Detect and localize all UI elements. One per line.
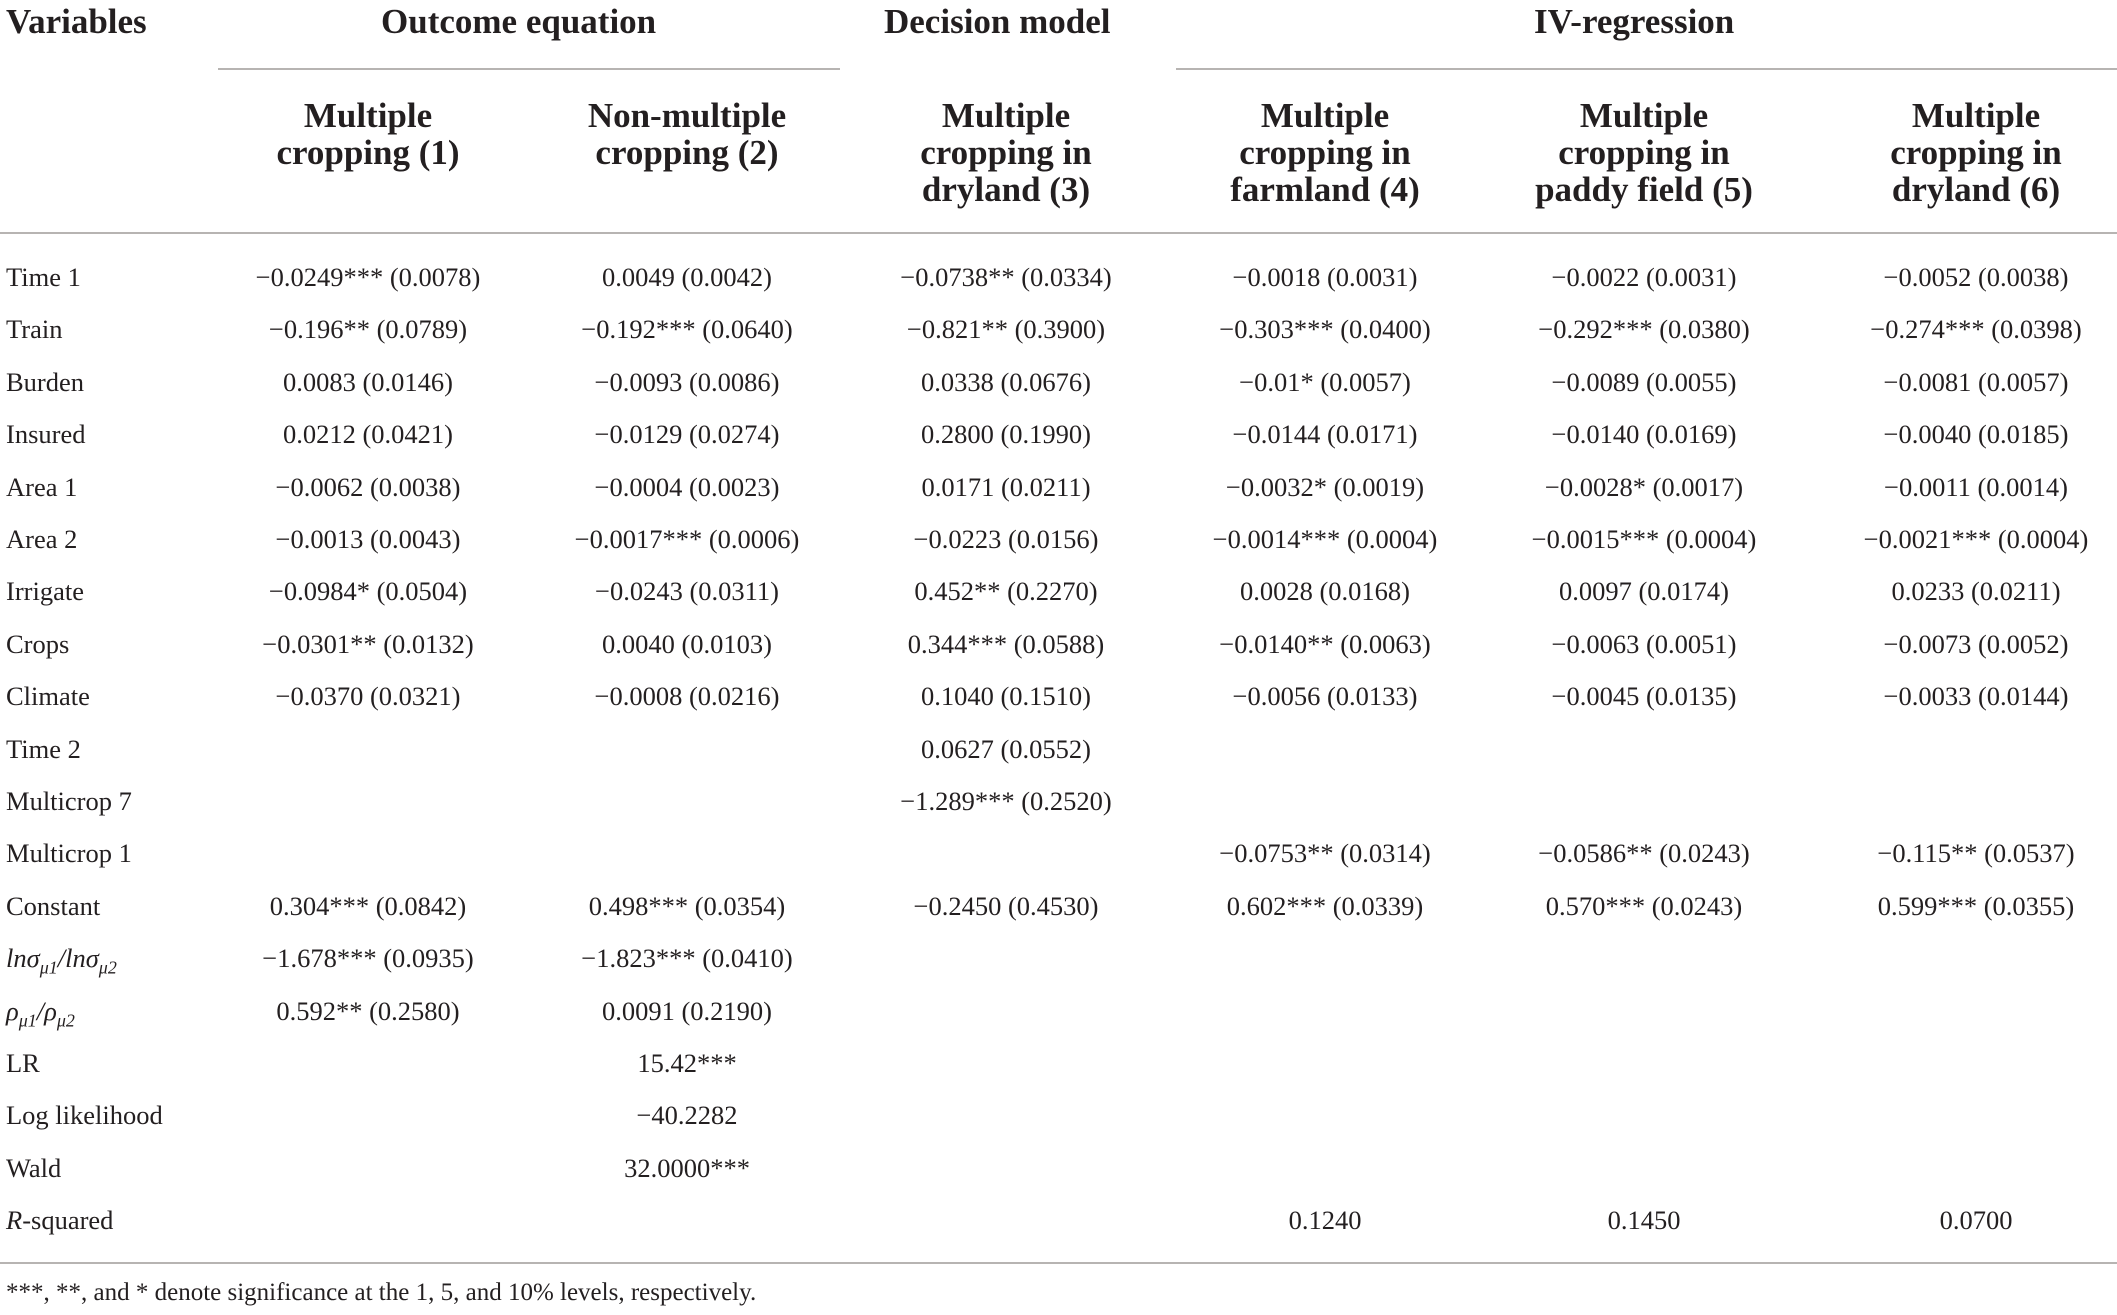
table-cell: −0.0015*** (0.0004)	[1531, 524, 1757, 554]
table-cell: 0.0338 (0.0676)	[920, 366, 1092, 397]
col-header-5: Multiple cropping in paddy field (5)	[1535, 96, 1753, 209]
table-cell: −0.2450 (0.4530)	[913, 890, 1099, 921]
table-cell: −0.0089 (0.0055)	[1551, 366, 1737, 397]
table-cell: −0.0301** (0.0132)	[262, 628, 474, 659]
table-cell: −0.0140 (0.0169)	[1551, 419, 1737, 450]
col-header-6: Multiple cropping in dryland (6)	[1890, 96, 2062, 209]
footnote: ***, **, and * denote significance at the 1, 5, and 10% levels, respectively.	[6, 1279, 757, 1306]
table-cell: −0.0056 (0.0133)	[1232, 681, 1418, 712]
table-cell: −0.0223 (0.0156)	[913, 524, 1099, 554]
group-iv-regression: IV-regression	[1534, 2, 1735, 41]
row-label: Multicrop 1	[6, 838, 132, 869]
row-label: Multicrop 7	[6, 786, 132, 816]
table-cell: −0.0140** (0.0063)	[1219, 628, 1431, 659]
table-cell: −0.0032* (0.0019)	[1225, 471, 1425, 502]
variables-header: Variables	[6, 2, 147, 41]
table-cell: −0.0008 (0.0216)	[594, 681, 780, 712]
table-cell: −0.192*** (0.0640)	[581, 314, 793, 345]
table-cell: 0.2800 (0.1990)	[920, 419, 1092, 450]
table-cell: 0.0171 (0.0211)	[921, 471, 1091, 502]
header-rule	[0, 232, 2117, 234]
group-outcome-equation: Outcome equation	[381, 2, 657, 41]
row-label: Insured	[6, 419, 86, 450]
table-cell: −0.196** (0.0789)	[268, 314, 468, 345]
row-label: Burden	[6, 366, 85, 397]
table-cell: −0.01* (0.0057)	[1239, 366, 1411, 397]
table-cell: −0.0984* (0.0504)	[268, 576, 468, 607]
row-label: $\rho_{\mu 1}/\rho_{\mu 2}$	[6, 995, 75, 1030]
table-cell: −0.0586** (0.0243)	[1538, 838, 1750, 869]
table-cell: −0.303*** (0.0400)	[1219, 314, 1431, 345]
col-header-4: Multiple cropping in farmland (4)	[1230, 96, 1420, 209]
col-header-1: Multiple cropping (1)	[276, 96, 460, 172]
row-label: Time 2	[6, 733, 81, 764]
table-cell: −0.292*** (0.0380)	[1538, 314, 1750, 345]
row-label: Time 1	[6, 262, 81, 292]
table-cell: 0.602*** (0.0339)	[1226, 890, 1424, 921]
col-header-2: Non-multiple cropping (2)	[587, 96, 787, 172]
table-cell: 0.0083 (0.0146)	[282, 366, 454, 397]
row-label: Area 1	[6, 471, 78, 502]
table-cell: 15.42***	[637, 1048, 737, 1078]
row-label: Log likelihood	[6, 1100, 163, 1131]
table-cell: −1.678*** (0.0935)	[262, 943, 474, 974]
table-cell: −0.821** (0.3900)	[906, 314, 1106, 345]
table-cell: −0.0033 (0.0144)	[1883, 681, 2069, 712]
table-cell: −0.0093 (0.0086)	[594, 366, 780, 397]
table-cell: 0.452** (0.2270)	[914, 576, 1098, 607]
table-cell: −0.0144 (0.0171)	[1232, 419, 1418, 450]
table-cell: −0.0021*** (0.0004)	[1863, 524, 2089, 554]
table-cell: −0.0073 (0.0052)	[1883, 628, 2069, 659]
table-cell: −0.0052 (0.0038)	[1883, 262, 2069, 292]
table-cell: −40.2282	[636, 1100, 738, 1131]
table-cell: 0.599*** (0.0355)	[1877, 890, 2075, 921]
row-label: Train	[6, 314, 63, 345]
table-cell: −0.0063 (0.0051)	[1551, 628, 1737, 659]
table-cell: −0.0249*** (0.0078)	[255, 262, 481, 292]
row-label: Irrigate	[6, 576, 84, 607]
table-cell: −1.823*** (0.0410)	[581, 943, 793, 974]
table-cell: 0.498*** (0.0354)	[588, 890, 786, 921]
table-cell: 0.0040 (0.0103)	[601, 628, 773, 659]
table-cell: −0.0011 (0.0014)	[1884, 471, 2068, 502]
table-cell: 0.1450	[1607, 1205, 1681, 1236]
table-cell: 0.0212 (0.0421)	[282, 419, 454, 450]
row-label: Area 2	[6, 524, 78, 554]
table-cell: 0.570*** (0.0243)	[1545, 890, 1743, 921]
table-cell: 0.0627 (0.0552)	[920, 733, 1092, 764]
table-cell: −0.0028* (0.0017)	[1544, 471, 1744, 502]
table-cell: −0.0062 (0.0038)	[275, 471, 461, 502]
table-cell: −0.0129 (0.0274)	[594, 419, 780, 450]
row-label: Climate	[6, 681, 90, 712]
bottom-rule	[0, 1262, 2117, 1264]
row-label: Wald	[6, 1152, 62, 1183]
group-decision-model: Decision model	[884, 2, 1111, 41]
iv-group-rule	[1176, 68, 2117, 70]
table-cell: −0.0738** (0.0334)	[900, 262, 1112, 292]
table-cell: −0.0045 (0.0135)	[1551, 681, 1737, 712]
table-cell: −0.0018 (0.0031)	[1232, 262, 1418, 292]
table-cell: −0.0370 (0.0321)	[275, 681, 461, 712]
table-cell: 0.1240	[1288, 1205, 1362, 1236]
row-label: lnσ$_{\mu 1}$/lnσ$_{\mu 2}$	[6, 943, 117, 978]
table-cell: −0.0081 (0.0057)	[1883, 366, 2069, 397]
table-cell: −1.289*** (0.2520)	[900, 786, 1112, 816]
table-cell: 0.304*** (0.0842)	[269, 890, 467, 921]
table-cell: 0.344*** (0.0588)	[907, 628, 1105, 659]
table-cell: −0.115** (0.0537)	[1877, 838, 2075, 869]
table-cell: 32.0000***	[624, 1152, 750, 1183]
table-cell: 0.0233 (0.0211)	[1891, 576, 2061, 607]
table-cell: 0.0049 (0.0042)	[601, 262, 773, 292]
table-cell: −0.0022 (0.0031)	[1551, 262, 1737, 292]
table-cell: 0.0028 (0.0168)	[1239, 576, 1411, 607]
row-label: LR	[6, 1048, 40, 1078]
table-cell: 0.0097 (0.0174)	[1558, 576, 1730, 607]
table-cell: 0.0700	[1939, 1205, 2013, 1236]
table-cell: −0.0004 (0.0023)	[594, 471, 780, 502]
table-cell: −0.0017*** (0.0006)	[574, 524, 800, 554]
table-cell: 0.0091 (0.2190)	[601, 995, 773, 1026]
table-cell: −0.0013 (0.0043)	[275, 524, 461, 554]
table-cell: −0.0014*** (0.0004)	[1212, 524, 1438, 554]
col-header-3: Multiple cropping in dryland (3)	[920, 96, 1092, 209]
table-cell: 0.1040 (0.1510)	[920, 681, 1092, 712]
row-label: Constant	[6, 890, 101, 921]
table-cell: −0.274*** (0.0398)	[1870, 314, 2082, 345]
table-cell: 0.592** (0.2580)	[276, 995, 460, 1026]
table-cell: −0.0753** (0.0314)	[1219, 838, 1431, 869]
table-cell: −0.0243 (0.0311)	[595, 576, 779, 607]
row-label: R-squared	[6, 1205, 114, 1236]
table-cell: −0.0040 (0.0185)	[1883, 419, 2069, 450]
row-label: Crops	[6, 628, 70, 659]
outcome-group-rule	[218, 68, 840, 70]
